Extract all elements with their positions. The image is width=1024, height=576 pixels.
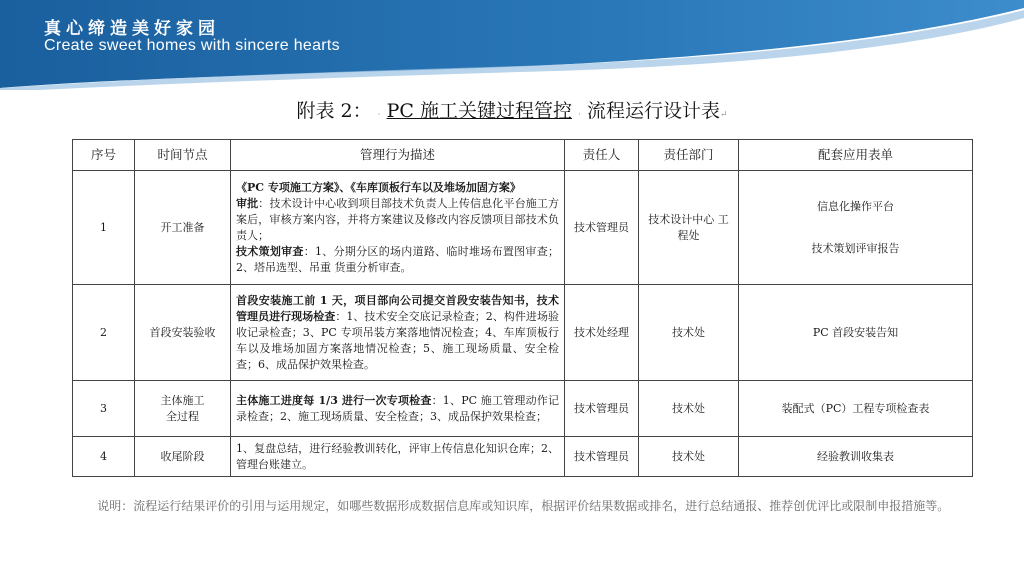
row-node: [135, 381, 231, 437]
title-suffix: 流程运行设计表: [586, 100, 720, 122]
header-node: 时间节点: [135, 140, 231, 171]
node-line-2: 全过程: [166, 409, 199, 423]
table-header-row: [73, 140, 973, 171]
row-node: 收尾阶段: [135, 437, 231, 477]
slogan-english: Create sweet homes with sincere hearts: [44, 37, 340, 54]
row-dept: 技术处: [639, 437, 739, 477]
desc-planning-text: ：1、分期分区的场内道路、临时堆场布置图审查；2、塔吊选型、吊重 货重分析审查。: [236, 244, 560, 274]
footnote-text: 流程运行结果评价的引用与运用规定，如哪些数据形成数据信息库或知识库，根据评价结果数据或排名，进行总结通报、推荐创优评比或限制申报措施等。: [133, 499, 950, 513]
row-no: 1: [73, 171, 135, 285]
row-node: 首段安装验收: [135, 285, 231, 381]
header-person: 责任人: [565, 140, 639, 171]
process-table: [72, 139, 973, 477]
row-desc: [231, 285, 565, 381]
row-no: 4: [73, 437, 135, 477]
form-platform: 信息化操作平台: [817, 199, 894, 213]
row-no: 3: [73, 381, 135, 437]
title-prefix: 附表 2：: [296, 100, 372, 122]
slogan-chinese: 真心缔造美好家园: [44, 19, 220, 39]
title-underlined: PC 施工关键过程管控: [386, 100, 572, 122]
row-desc: [231, 171, 565, 285]
row-desc: 1、复盘总结，进行经验教训转化，评审上传信息化知识仓库；2、管理台账建立。: [231, 437, 565, 477]
row-dept: 技术设计中心 工程处: [639, 171, 739, 285]
desc-inspection-text: ：1、PC 施工管理动作记录检查；2、施工现场质量、安全检查；3、成品保护效果检查；: [236, 393, 560, 423]
row-forms: PC 首段安装告知: [739, 285, 973, 381]
row-node: 开工准备: [135, 171, 231, 285]
row-forms: [739, 171, 973, 285]
desc-approval-text: ：技术设计中心收到项目部技术负责人上传信息化平台施工方案后，审核方案内容，并将方案建议及修改内容反馈项目部技术负责人；: [236, 196, 560, 242]
desc-planning-label: 技术策划审查: [236, 244, 304, 258]
header-form: 配套应用表单: [739, 140, 973, 171]
table-row: [73, 381, 973, 437]
node-line-1: 主体施工: [160, 393, 205, 407]
row-person: 技术处经理: [565, 285, 639, 381]
footnote-label: 说明：: [97, 499, 134, 513]
footnote: [82, 494, 972, 518]
row-desc: [231, 381, 565, 437]
row-dept: 技术处: [639, 381, 739, 437]
row-forms: 经验教训收集表: [739, 437, 973, 477]
desc-plan-names: 《PC 专项施工方案》、《车库顶板行车以及堆场加固方案》: [236, 180, 521, 194]
header-dept: 责任部门: [639, 140, 739, 171]
desc-first-install-label: 首段安装施工前 1 天，项目部向公司提交首段安装告知书，技术管理员进行现场检查: [236, 293, 559, 323]
table-row: [73, 285, 973, 381]
desc-approval-label: 审批: [236, 196, 259, 210]
table-row: [73, 437, 973, 477]
header-desc: 管理行为描述: [231, 140, 565, 171]
table-row: [73, 171, 973, 285]
desc-inspection-label: 主体施工进度每 1/3 进行一次专项检查: [236, 393, 432, 407]
row-person: 技术管理员: [565, 437, 639, 477]
header-no: 序号: [73, 140, 135, 171]
document-title: 附表 2： · PC 施工关键过程管控 · 流程运行设计表↵: [296, 100, 728, 122]
header-banner: [0, 0, 1024, 90]
row-person: 技术管理员: [565, 171, 639, 285]
form-report: 技术策划评审报告: [811, 241, 900, 255]
row-forms: 装配式（PC）工程专项检查表: [739, 381, 973, 437]
row-person: 技术管理员: [565, 381, 639, 437]
row-no: 2: [73, 285, 135, 381]
row-dept: 技术处: [639, 285, 739, 381]
desc-first-install-text: ：1、技术安全交底记录检查；2、构件进场验收记录检查；3、PC 专项吊装方案落地情况检查；4、车库顶板行车以及堆场加固方案落地情况检查；5、施工现场质量、安全检查；6、成品保护效果检查。: [236, 309, 560, 371]
